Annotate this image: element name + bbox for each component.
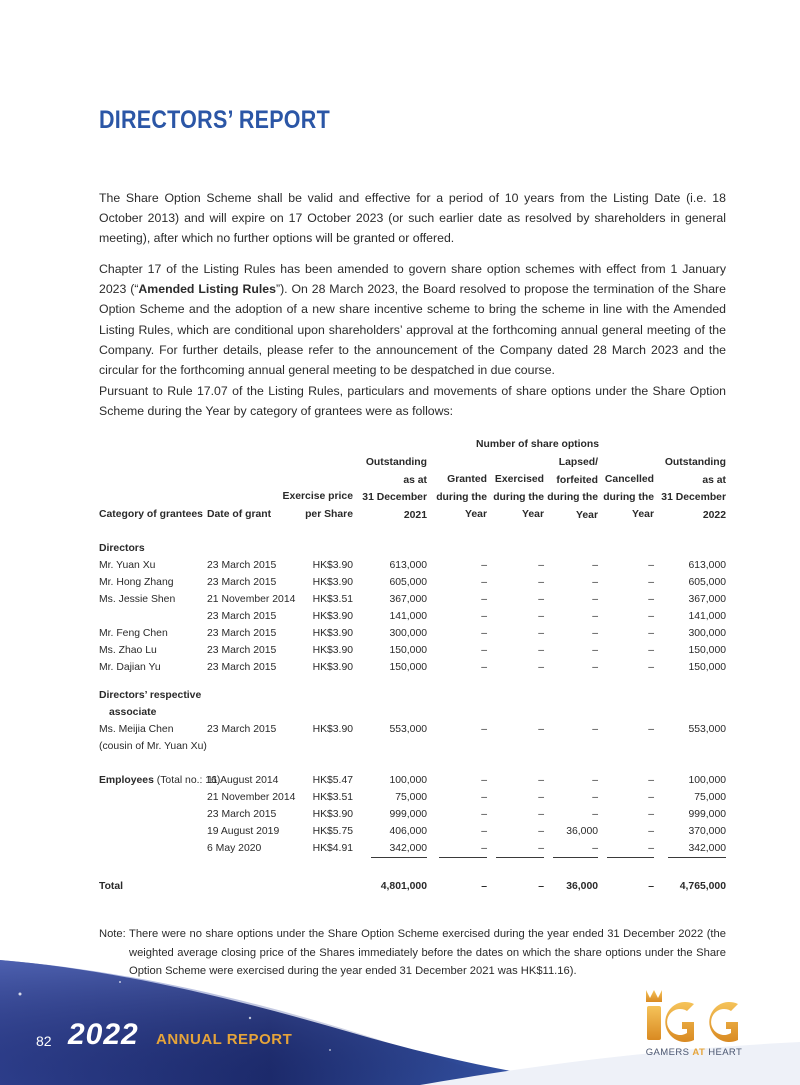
note-text: There were no share options under the Share Option Scheme exercised during the year ended 31 December 2022 (the weighted average closing price of the Shares immediately before the dates on which the share options under the Share Option Scheme were exercised during the year ended 31 December 2021 was HK$11.16). [129, 928, 726, 977]
lapsed: – [592, 560, 598, 571]
exercise-price: HK$3.90 [312, 560, 353, 571]
footer-annual-report: ANNUAL REPORT [156, 1031, 293, 1048]
grant-date: 21 November 2014 [207, 594, 296, 605]
total-label: Total [99, 881, 124, 892]
cancelled: – [648, 611, 654, 622]
table-row [99, 625, 726, 642]
lapsed: – [592, 809, 598, 820]
header-date: Date of grant [207, 509, 272, 520]
lapsed: 36,000 [566, 826, 598, 837]
subtotal-rule [553, 857, 598, 858]
granted: – [481, 662, 487, 673]
lapsed: – [592, 611, 598, 622]
header-outstanding-2022 [654, 454, 726, 524]
subtotal-rule [371, 857, 427, 858]
footer-year: 2022 [68, 1018, 139, 1051]
paragraph-text: Chapter 17 of the Listing Rules has been amended to govern share option schemes with effect from 1 January 2023 (“ [99, 262, 726, 297]
granted: – [481, 775, 487, 786]
outstanding-2022: 141,000 [688, 611, 726, 622]
subtotal-rule [607, 857, 654, 858]
grant-date: 6 May 2020 [207, 843, 262, 854]
header-line: forfeited [556, 474, 598, 486]
subtotal-rule [439, 857, 487, 858]
table-row [99, 642, 726, 659]
exercise-price: HK$3.90 [312, 611, 353, 622]
grantee-name: Mr. Dajian Yu [99, 662, 161, 673]
lapsed: – [592, 628, 598, 639]
cancelled: – [648, 775, 654, 786]
lapsed: – [592, 724, 598, 735]
granted: – [481, 826, 487, 837]
header-exercised [487, 471, 544, 524]
table-row [99, 789, 726, 806]
cancelled: – [648, 826, 654, 837]
total-granted: – [481, 881, 487, 892]
subtotal-rule [668, 857, 726, 858]
lapsed: – [592, 775, 598, 786]
exercised: – [538, 577, 544, 588]
grantee-name: Mr. Yuan Xu [99, 560, 156, 571]
outstanding-2022: 613,000 [688, 560, 726, 571]
header-line: as at [702, 474, 726, 486]
total-outstanding-2022: 4,765,000 [679, 881, 726, 892]
grant-date: 23 March 2015 [207, 724, 277, 735]
associate-note-row [99, 738, 726, 755]
grant-date: 23 March 2015 [207, 809, 277, 820]
exercised: – [538, 611, 544, 622]
crown-icon [646, 990, 662, 1002]
outstanding-2021: 406,000 [389, 826, 427, 837]
outstanding-2021: 150,000 [389, 645, 427, 656]
exercised: – [538, 645, 544, 656]
exercised: – [538, 775, 544, 786]
lapsed: – [592, 645, 598, 656]
cancelled: – [648, 662, 654, 673]
exercise-price: HK$3.51 [312, 792, 353, 803]
granted: – [481, 611, 487, 622]
granted: – [481, 809, 487, 820]
table-row [99, 557, 726, 574]
exercised: – [538, 826, 544, 837]
table-row [99, 840, 726, 857]
table-row [99, 806, 726, 823]
header-line: Year [632, 509, 654, 520]
header-line: per Share [305, 508, 353, 520]
outstanding-2022: 370,000 [688, 826, 726, 837]
header-line: Lapsed/ [558, 457, 598, 468]
exercised: – [538, 560, 544, 571]
cancelled: – [648, 628, 654, 639]
lapsed: – [592, 577, 598, 588]
paragraph-rule-1707: Pursuant to Rule 17.07 of the Listing Rules, particulars and movements of share options under the Share Option Scheme during the Year by category of grantees were as follows: [99, 384, 726, 419]
header-outstanding-2021 [353, 454, 427, 524]
grantee-name: Ms. Zhao Lu [99, 645, 157, 656]
outstanding-2022: 999,000 [688, 809, 726, 820]
page-title: DIRECTORS’ REPORT [99, 106, 330, 134]
paragraph-amended-rules [99, 259, 726, 380]
grant-date: 23 March 2015 [207, 611, 277, 622]
header-line: during the [603, 491, 654, 503]
exercise-price: HK$3.51 [312, 594, 353, 605]
exercise-price: HK$3.90 [312, 724, 353, 735]
brand-tagline [642, 1047, 746, 1058]
cancelled: – [648, 645, 654, 656]
outstanding-2021: 613,000 [389, 560, 427, 571]
lapsed: – [592, 843, 598, 854]
outstanding-2021: 150,000 [389, 662, 427, 673]
employees-label [99, 772, 220, 789]
table-row [99, 721, 726, 738]
total-outstanding-2021: 4,801,000 [380, 881, 427, 892]
outstanding-2021: 553,000 [389, 724, 427, 735]
total-lapsed: 36,000 [566, 881, 598, 892]
outstanding-2022: 367,000 [688, 594, 726, 605]
paragraph-validity: The Share Option Scheme shall be valid and effective for a period of 10 years from the Listing Date (i.e. 18 October 2013) and will expire on 17 October 2023 (or such earlier date as resolved by shareholders in general meeting), after which no further options will be granted or offered. [99, 191, 726, 246]
granted: – [481, 628, 487, 639]
exercise-price: HK$5.47 [312, 775, 353, 786]
outstanding-2021: 141,000 [389, 611, 427, 622]
total-cancelled: – [648, 881, 654, 892]
exercised: – [538, 809, 544, 820]
header-line: 31 December [362, 492, 427, 503]
table-row [99, 591, 726, 608]
table-row [99, 608, 726, 625]
igg-logo [636, 984, 746, 1072]
header-category: Category of grantees [99, 509, 203, 520]
header-line: 2022 [702, 509, 726, 521]
table-row [99, 659, 726, 676]
cancelled: – [648, 809, 654, 820]
header-line: during the [547, 492, 598, 503]
associate-relationship: (cousin of Mr. Yuan Xu) [99, 741, 207, 752]
exercised: – [538, 662, 544, 673]
header-line: Year [465, 509, 487, 520]
page-number: 82 [36, 1033, 52, 1049]
total-row [99, 878, 726, 895]
grant-date: 11 August 2014 [207, 775, 279, 786]
exercise-price: HK$3.90 [312, 577, 353, 588]
defined-term: Amended Listing Rules [138, 282, 276, 297]
table-row [99, 574, 726, 591]
header-line: 2021 [403, 509, 427, 521]
grant-date: 19 August 2019 [207, 826, 280, 837]
outstanding-2022: 342,000 [688, 843, 726, 854]
grant-date: 23 March 2015 [207, 662, 277, 673]
cancelled: – [648, 594, 654, 605]
lapsed: – [592, 594, 598, 605]
table-row [99, 823, 726, 840]
section-directors: Directors [99, 543, 145, 554]
granted: – [481, 645, 487, 656]
header-line: as at [403, 474, 427, 486]
cancelled: – [648, 577, 654, 588]
grantee-name: Mr. Hong Zhang [99, 577, 174, 588]
header-granted [427, 471, 487, 524]
grant-date: 23 March 2015 [207, 560, 277, 571]
section-associate: Directors’ respective [99, 690, 202, 701]
grantee-name: Ms. Meijia Chen [99, 724, 174, 735]
paragraph-text: ”). On 28 March 2023, the Board resolved to propose the termination of the Share Option Scheme and the adoption of a new share incentive scheme to bring the scheme in line with the Amended Listing Rules, which are conditional upon shareholders’ approval at the forthcoming annual general meeting of the Company. For further details, please refer to the announcement of the Company dated 28 March 2023 and the circular for the forthcoming annual general meeting to be despatched in due course. [99, 282, 726, 378]
granted: – [481, 577, 487, 588]
lapsed: – [592, 662, 598, 673]
header-line: Granted [447, 474, 487, 485]
header-price [269, 488, 353, 523]
grant-date: 23 March 2015 [207, 645, 277, 656]
header-line: during the [436, 491, 487, 503]
outstanding-2022: 300,000 [688, 628, 726, 639]
grantee-name: Ms. Jessie Shen [99, 594, 176, 605]
granted: – [481, 792, 487, 803]
table-row [99, 772, 726, 789]
header-line: Outstanding [365, 457, 427, 468]
exercised: – [538, 594, 544, 605]
header-line: during the [493, 491, 544, 503]
header-line: Outstanding [664, 457, 726, 468]
outstanding-2022: 150,000 [688, 662, 726, 673]
outstanding-2022: 100,000 [688, 775, 726, 786]
exercised: – [538, 843, 544, 854]
header-line: Cancelled [604, 474, 654, 485]
outstanding-2022: 553,000 [688, 724, 726, 735]
tagline-part: HEART [705, 1047, 743, 1058]
group-header: Number of share options [476, 439, 599, 450]
employees-count: (Total no.: 16) [153, 775, 221, 786]
employees-title: Employees [99, 775, 154, 786]
outstanding-2021: 100,000 [389, 775, 427, 786]
granted: – [481, 594, 487, 605]
note-label: Note: [99, 928, 126, 940]
cancelled: – [648, 560, 654, 571]
grant-date: 23 March 2015 [207, 628, 277, 639]
granted: – [481, 560, 487, 571]
exercise-price: HK$4.91 [312, 843, 353, 854]
tagline-part: GAMERS [645, 1047, 693, 1058]
header-line: Exercise price [282, 491, 353, 502]
exercise-price: HK$5.75 [312, 826, 353, 837]
cancelled: – [648, 724, 654, 735]
exercise-price: HK$3.90 [312, 645, 353, 656]
total-exercised: – [538, 881, 544, 892]
outstanding-2022: 605,000 [688, 577, 726, 588]
outstanding-2022: 75,000 [694, 792, 726, 803]
granted: – [481, 724, 487, 735]
header-line: Year [576, 509, 598, 521]
grant-date: 23 March 2015 [207, 577, 277, 588]
outstanding-2021: 300,000 [389, 628, 427, 639]
outstanding-2021: 342,000 [389, 843, 427, 854]
table-note [99, 925, 726, 981]
section-associate-cont: associate [109, 707, 157, 718]
lapsed: – [592, 792, 598, 803]
outstanding-2022: 150,000 [688, 645, 726, 656]
outstanding-2021: 605,000 [389, 577, 427, 588]
subtotal-rule [496, 857, 544, 858]
header-line: Exercised [494, 474, 544, 485]
cancelled: – [648, 792, 654, 803]
grant-date: 21 November 2014 [207, 792, 296, 803]
tagline-accent: AT [692, 1047, 706, 1058]
header-line: Year [522, 509, 544, 520]
outstanding-2021: 999,000 [389, 809, 427, 820]
grantee-name: Mr. Feng Chen [99, 628, 168, 639]
outstanding-2021: 367,000 [389, 594, 427, 605]
exercise-price: HK$3.90 [312, 809, 353, 820]
header-line: 31 December [661, 492, 726, 503]
header-cancelled [598, 471, 654, 524]
exercised: – [538, 724, 544, 735]
outstanding-2021: 75,000 [395, 792, 427, 803]
header-lapsed [544, 454, 598, 524]
exercised: – [538, 628, 544, 639]
exercised: – [538, 792, 544, 803]
exercise-price: HK$3.90 [312, 662, 353, 673]
cancelled: – [648, 843, 654, 854]
exercise-price: HK$3.90 [312, 628, 353, 639]
granted: – [481, 843, 487, 854]
